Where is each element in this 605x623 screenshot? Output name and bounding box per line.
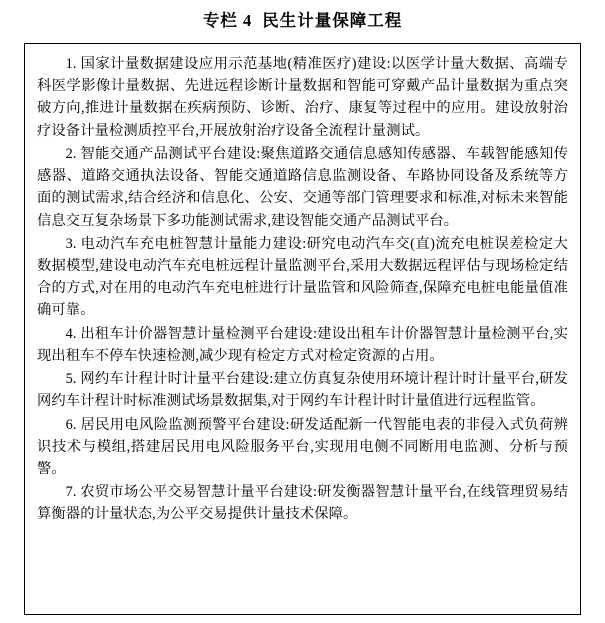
paragraph-3: 3. 电动汽车充电桩智慧计量能力建设:研究电动汽车交(直)流充电桩误差检定大数据模型,建设电动汽车充电桩远程计量监测平台,采用大数据远程评估与现场检定结合的方式,对在用的电动汽车充电桩进行计量监管和风险筛查,保障充电桩电能量值准确可靠。	[37, 235, 568, 319]
paragraph-5: 5. 网约车计程计时计量平台建设:建立仿真复杂使用环境计程计时计量平台,研发网约车计程计时标准测试场景数据集,对于网约车计程计时计量值进行远程监管。	[37, 371, 568, 410]
paragraph-4: 4. 出租车计价器智慧计量检测平台建设:建设出租车计价器智慧计量检测平台,实现出租车不停车快速检测,减少现有检定方式对检定资源的占用。	[37, 325, 568, 364]
box-title	[0, 0, 605, 40]
paragraph-7: 7. 农贸市场公平交易智慧计量平台建设:研发衡器智慧计量平台,在线管理贸易结算衡器的计量状态,为公平交易提供计量技术保障。	[37, 484, 568, 523]
paragraph-6: 6. 居民用电风险监测预警平台建设:研发适配新一代智能电表的非侵入式负荷辨识技术与模组,搭建居民用电风险服务平台,实现用电侧不同断用电监测、分析与预警。	[37, 416, 568, 477]
paragraph-2: 2. 智能交通产品测试平台建设:聚焦道路交通信息感知传感器、车载智能感知传感器、道路交通执法设备、智能交通道路信息监测设备、车路协同设备及系统等方面的测试需求,结合经济和信息化、公安、交通等部门管理要求和标准,对标未来智能信息交互复杂场景下多功能测试需求,建设智能交通产品测试平台。	[37, 145, 568, 229]
box-title-label: 专栏 4	[202, 11, 253, 30]
box-body	[24, 43, 581, 615]
box-title-text: 民生计量保障工程	[262, 11, 403, 30]
paragraph-1: 1. 国家计量数据建设应用示范基地(精准医疗)建设:以医学计量大数据、高端专科医学影像计量数据、先进远程诊断计量数据和智能可穿戴产品计量数据为重点突破方向,推进计量数据在疾病预防、诊断、治疗、康复等过程中的应用。建设放射治疗设备计量检测质控平台,开展放射治疗设备全流程计量测试。	[37, 56, 568, 139]
